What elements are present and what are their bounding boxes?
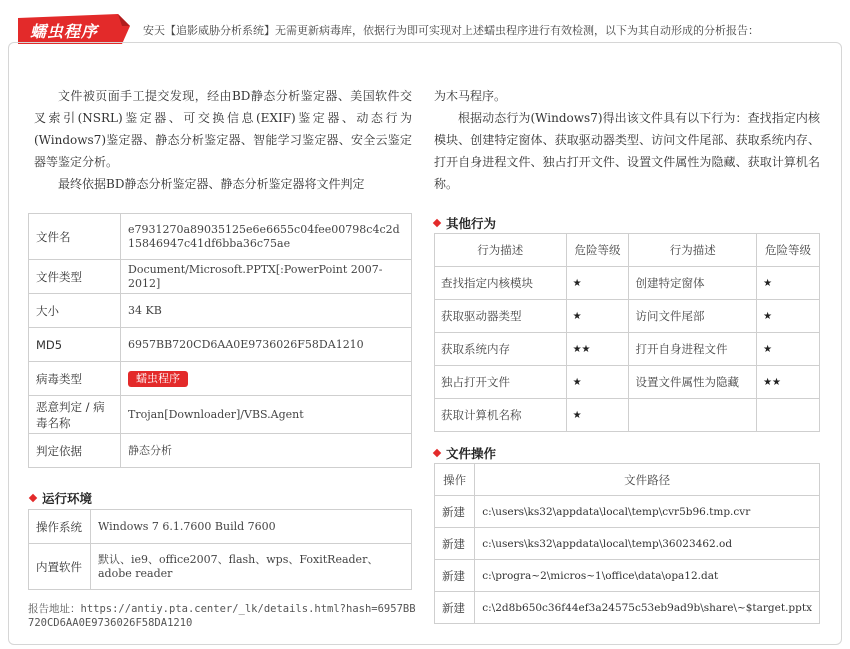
summary-text-right	[434, 85, 820, 195]
file-info-key: 判定依据	[29, 434, 121, 468]
col-level: 危险等级	[566, 234, 629, 267]
file-info-value	[121, 362, 412, 396]
virus-type-badge: 蠕虫程序	[128, 371, 188, 387]
diamond-icon	[29, 493, 37, 501]
behavior-desc: 设置文件属性为隐藏	[629, 366, 757, 399]
fileop-action: 新建	[435, 560, 475, 592]
summary-text-left	[34, 85, 412, 195]
fileop-row	[435, 592, 820, 624]
file-info-key: MD5	[29, 328, 121, 362]
behavior-section-title: 其他行为	[434, 214, 496, 232]
file-info-key: 恶意判定 / 病毒名称	[29, 396, 121, 434]
file-info-key: 大小	[29, 294, 121, 328]
env-key: 操作系统	[29, 510, 91, 544]
behavior-row	[435, 399, 820, 432]
fileop-path: c:\users\ks32\appdata\local\temp\cvr5b96.tmp.cvr	[475, 496, 820, 528]
file-info-key: 文件名	[29, 214, 121, 260]
file-info-table	[28, 213, 412, 468]
col-desc: 行为描述	[629, 234, 757, 267]
file-info-value: 静态分析	[121, 434, 412, 468]
col-path: 文件路径	[475, 464, 820, 496]
diamond-icon	[433, 448, 441, 456]
file-info-row	[29, 434, 412, 468]
fileop-row	[435, 560, 820, 592]
env-section-title: 运行环境	[30, 489, 92, 507]
file-info-row	[29, 214, 412, 260]
report-header	[0, 0, 850, 44]
col-op: 操作	[435, 464, 475, 496]
behavior-level: ★★	[757, 366, 820, 399]
category-tag	[18, 14, 130, 44]
file-info-row	[29, 396, 412, 434]
file-info-value: 34 KB	[121, 294, 412, 328]
behavior-level: ★	[566, 399, 629, 432]
behavior-row	[435, 300, 820, 333]
behavior-level: ★	[566, 366, 629, 399]
behavior-desc: 打开自身进程文件	[629, 333, 757, 366]
report-url[interactable]: 报告地址：https://antiy.pta.center/_lk/details.html?hash=6957BB720CD6AA0E9736026F58DA1210	[28, 603, 416, 629]
fileop-action: 新建	[435, 496, 475, 528]
summary-paragraph-continued: 为木马程序。	[434, 89, 507, 103]
intro-text: 安天【追影威胁分析系统】无需更新病毒库，依据行为即可实现对上述蠕虫程序进行有效检测，以下为其自动形成的分析报告：	[143, 24, 759, 37]
behavior-desc: 创建特定窗体	[629, 267, 757, 300]
behavior-level: ★★	[566, 333, 629, 366]
env-value: Windows 7 6.1.7600 Build 7600	[91, 510, 412, 544]
env-value: 默认、ie9、office2007、flash、wps、FoxitReader、adobe reader	[91, 544, 412, 590]
file-info-key: 文件类型	[29, 260, 121, 294]
env-key: 内置软件	[29, 544, 91, 590]
behavior-desc: 获取系统内存	[435, 333, 567, 366]
behavior-desc: 查找指定内核模块	[435, 267, 567, 300]
behavior-table	[434, 233, 820, 432]
behavior-level: ★	[757, 267, 820, 300]
fileop-path: c:\2d8b650c36f44ef3a24575c53eb9ad9b\share\~$target.pptx	[475, 592, 820, 624]
file-info-value: Trojan[Downloader]/VBS.Agent	[121, 396, 412, 434]
env-row-software	[29, 544, 412, 590]
fileops-header-row	[435, 464, 820, 496]
behavior-desc: 访问文件尾部	[629, 300, 757, 333]
fileop-action: 新建	[435, 592, 475, 624]
behavior-desc: 获取驱动器类型	[435, 300, 567, 333]
file-info-row	[29, 260, 412, 294]
col-level: 危险等级	[757, 234, 820, 267]
fileop-row	[435, 528, 820, 560]
env-table	[28, 509, 412, 590]
behavior-row	[435, 366, 820, 399]
fileop-action: 新建	[435, 528, 475, 560]
behavior-level: ★	[757, 333, 820, 366]
diamond-icon	[433, 218, 441, 226]
file-ops-table	[434, 463, 820, 624]
env-row-os	[29, 510, 412, 544]
file-info-row	[29, 328, 412, 362]
col-desc: 行为描述	[435, 234, 567, 267]
file-info-row	[29, 362, 412, 396]
fileop-path: c:\progra~2\micros~1\office\data\opa12.dat	[475, 560, 820, 592]
fileop-row	[435, 496, 820, 528]
behavior-desc: 独占打开文件	[435, 366, 567, 399]
behavior-level: ★	[757, 300, 820, 333]
summary-paragraph-2: 最终依据BD静态分析鉴定器、静态分析鉴定器将文件判定	[58, 177, 365, 191]
file-info-row	[29, 294, 412, 328]
summary-paragraph-1: 文件被页面手工提交发现，经由BD静态分析鉴定器、美国软件交叉索引(NSRL)鉴定器、可交换信息(EXIF)鉴定器、动态行为(Windows7)鉴定器、静态分析鉴定器、智能学习鉴定器、安全云鉴定器等鉴定分析。	[34, 89, 412, 169]
fileops-section-title: 文件操作	[434, 444, 496, 462]
behavior-desc	[629, 399, 757, 432]
file-info-value: e7931270a89035125e6e6655c04fee00798c4c2d15846947c41df6bba36c75ae	[121, 214, 412, 260]
behavior-row	[435, 267, 820, 300]
behavior-level	[757, 399, 820, 432]
behavior-row	[435, 333, 820, 366]
behavior-level: ★	[566, 300, 629, 333]
behavior-header-row	[435, 234, 820, 267]
behavior-level: ★	[566, 267, 629, 300]
category-tag-label: 蠕虫程序	[30, 22, 99, 41]
file-info-value: Document/Microsoft.PPTX[:PowerPoint 2007-2012]	[121, 260, 412, 294]
behavior-paragraph: 根据动态行为(Windows7)得出该文件具有以下行为：查找指定内核模块、创建特定窗体、获取驱动器类型、访问文件尾部、获取系统内存、打开自身进程文件、独占打开文件、设置文件属性为隐藏、获取计算机名称。	[434, 111, 820, 191]
behavior-desc: 获取计算机名称	[435, 399, 567, 432]
file-info-key: 病毒类型	[29, 362, 121, 396]
file-info-value: 6957BB720CD6AA0E9736026F58DA1210	[121, 328, 412, 362]
fileop-path: c:\users\ks32\appdata\local\temp\36023462.od	[475, 528, 820, 560]
